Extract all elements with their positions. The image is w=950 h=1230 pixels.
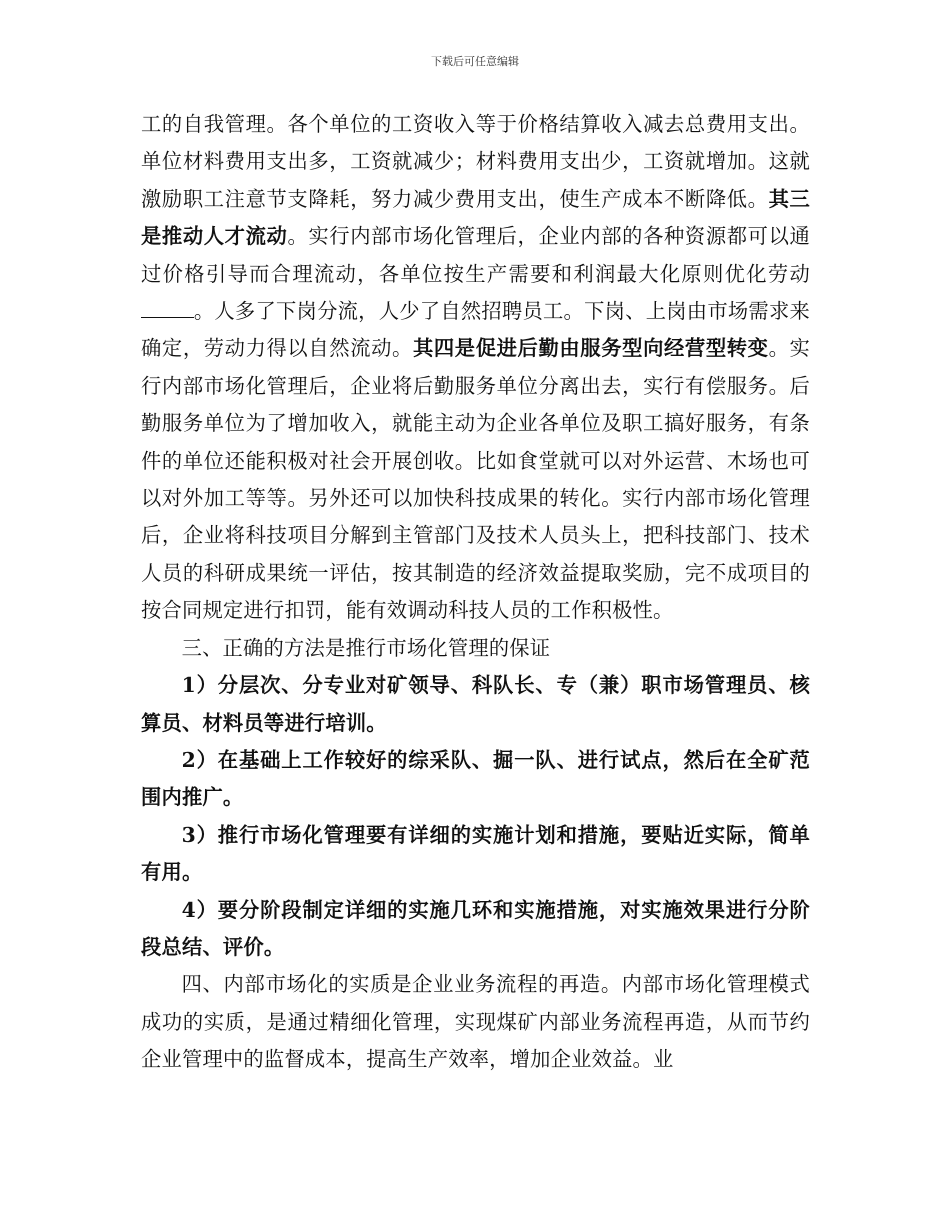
- section-3-heading: 三、正确的方法是推行市场化管理的保证: [181, 635, 551, 660]
- bold-heading-talent-flow: 其三是推动人才流动: [141, 186, 810, 249]
- bold-heading-logistics: 其四是促进后勤由服务型向经营型转变: [412, 336, 769, 361]
- paragraph-reform-effects: [141, 106, 810, 630]
- list-item-4: 4）要分阶段制定详细的实施几环和实施措施，对实施效果进行分阶段总结、评价。: [141, 897, 810, 959]
- list-item-2: 2）在基础上工作较好的综采队、掘一队、进行试点，然后在全矿范围内推广。: [141, 747, 810, 810]
- paragraph-text: 。实行内部市场化管理后，企业内部的各种资源都可以通过价格引导而合理流动，各单位按生产需要和利润最大化原则优化劳动: [141, 224, 810, 286]
- document-body: [141, 106, 810, 1079]
- paragraph-text: 。人多了下岗分流，人少了自然招聘员工。下岗、上岗由市场需求来确定，劳动力得以自然流动。: [141, 299, 810, 361]
- paragraph-text: 工的自我管理。各个单位的工资收入等于价格结算收入减去总费用支出。单位材料费用支出多，工资就减少；材料费用支出少，工资就增加。这就激励职工注意节支降耗，努力减少费用支出，使生产成本不断降低。: [141, 112, 810, 211]
- list-item-1: 1）分层次、分专业对矿领导、科队长、专（兼）职市场管理员、核算员、材料员等进行培训。: [141, 673, 810, 735]
- section-4-paragraph: 四、内部市场化的实质是企业业务流程的再造。内部市场化管理模式成功的实质，是通过精细化管理，实现煤矿内部业务流程再造，从而节约企业管理中的监督成本，提高生产效率，增加企业效益。业: [141, 972, 810, 1072]
- page-header: 下载后可任意编辑: [431, 55, 519, 68]
- fill-blank: [141, 301, 194, 318]
- list-item-3: 3）推行市场化管理要有详细的实施计划和措施，要贴近实际，简单有用。: [141, 822, 810, 885]
- paragraph-text: 。实行内部市场化管理后，企业将后勤服务单位分离出去，实行有偿服务。后勤服务单位为了增加收入，就能主动为企业各单位及职工搞好服务，有条件的单位还能积极对社会开展创收。比如食堂就可以对外运营、木场也可以对外加工等等。另外还可以加快科技成果的转化。实行内部市场化管理后，企业将科技项目分解到主管部门及技术人员头上，把科技部门、技术人员的科研成果统一评估，按其制造的经济效益提取奖励，完不成项目的按合同规定进行扣罚，能有效调动科技人员的工作积极性。: [141, 336, 810, 623]
